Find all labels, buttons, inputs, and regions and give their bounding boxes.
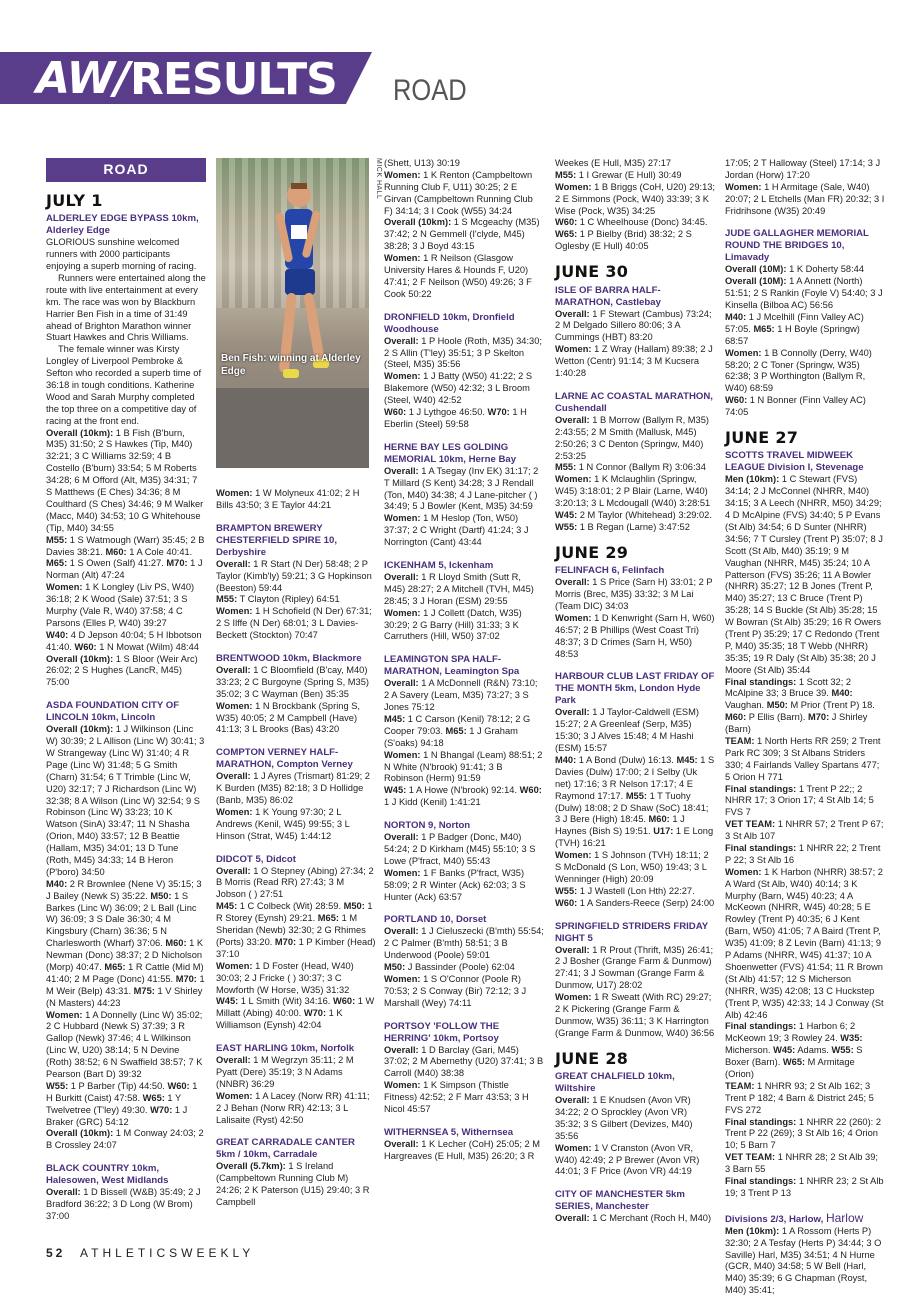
result-line: Women: 1 W Molyneux 41:02; 2 H Bills 43:50; 3 E Taylor 44:21 <box>216 488 360 510</box>
event-heading: BRAMPTON BREWERY CHESTERFIELD SPIRE 10, Derbyshire <box>216 522 338 558</box>
result-line: 17:05; 2 T Halloway (Steel) 17:14; 3 J Jordan (Horw) 17:20 <box>725 158 881 180</box>
result-line: Overall (5.7km): 1 S Ireland (Campbeltown Running Club M) 24:26; 2 K Paterson (U15) 29:40; 3 R Campbell <box>216 1161 370 1208</box>
result-line: W40: 4 D Jepson 40:04; 5 H Ibbotson 41:40. W60: 1 N Mowat (Wilm) 48:44 <box>46 629 202 652</box>
event-heading: DRONFIELD 10km, Dronfield Woodhouse <box>384 311 515 335</box>
result-line: Final standings: 1 Harbon 6; 2 McKeown 19; 3 Rowley 24. W35: Micherson. W45: Adams. W55: S Boxer (Barn). W65: M Armitage (Orion) <box>725 1021 863 1079</box>
event-heading: BLACK COUNTRY 10km, Halesowen, West Midlands <box>46 1163 169 1187</box>
event-heading: COMPTON VERNEY HALF-MARATHON, Compton Verney <box>216 747 353 771</box>
result-line: Overall: 1 F Stewart (Cambus) 73:24; 2 M Delgado Sillero 80:06; 3 A Cummings (HBT) 83:20 <box>555 308 712 343</box>
aw-logo: AW/ <box>36 53 130 104</box>
date-heading: JULY 1 <box>46 190 103 210</box>
result-line: Overall: 1 D Bissell (W&B) 35:49; 2 J Bradford 36:22; 3 D Long (W Brom) 37:00 <box>46 1187 201 1221</box>
result-line: Overall: 1 D Barclay (Gari, M45) 37:02; 2 M Abernethy (U20) 37:41; 3 B Carroll (M40) 38:38 <box>384 1044 544 1079</box>
result-line: Overall: 1 R Start (N Der) 58:48; 2 P Taylor (Kimb'ly) 59:21; 3 G Hopkinson (Beeston) 59:44 <box>216 558 372 593</box>
report-paragraph: The female winner was Kirsty Longley of Liverpool Pembroke & Sefton who recorded a superb time of 36:18 in tough conditions. Katherine Wood and Sarah Murphy completed the top three on a competitive day of racing at the front end. <box>46 344 202 426</box>
result-line: Overall: 1 B Morrow (Ballym R, M35) 2:43:55; 2 M Smith (Mallusk, M45) 2:50:26; 3 C Denton (Springw, M40) 2:53:25 <box>555 414 709 461</box>
result-line: Women: 1 K Simpson (Thistle Fitness) 42:52; 2 F Marr 43:53; 3 H Nicol 45:57 <box>384 1080 529 1115</box>
result-line: Men (10km): 1 C Stewart (FVS) 34:14; 2 J McConnel (NHRR, M40) 34:15; 3 A Leech (NHRR, M50) 34:29; 4 D McAlpine (FVS) 34:40; 5 P Evans (St Alb) 34:54; 6 D Sunter (NHRR) 34:56; 7 T Cursley (Trent P) 35:07; 8 J Scott (St Alb, M40) 35:19; 9 M Vaughan (NHRR, M45) 35:24; 10 A Patterson (FVS) 35:26; 11 A Bowler (NHRR) 35:27; 12 B Jones (Trent P, M40) 35:27; 13 C Bruce (Trent P) 35:28; 14 S Buckle (St Alb) 35:28; 15 W Bowran (St Alb) 35:29; 16 R Owers (Trent P) 35:29; 17 C Redondo (Trent P, M40) 35:35; 18 T Webb (NHRR) 35:35; 19 R Daly (St Alb) 35:38; 20 J Moore (St Alb) 35:44 <box>725 474 883 675</box>
event-heading: ALDERLEY EDGE BYPASS 10km, Alderley Edge <box>46 213 199 237</box>
event-heading: NORTON 9, Norton <box>384 820 471 832</box>
report-paragraph: Runners were entertained along the route with live entertainment at every km. The race was won by Blackburn Harrier Ben Fish in a time of 31:49 ahead of Brighton Marathon winner Stuart Hawkes and Chris Williams. <box>46 273 206 343</box>
photo-caption: Ben Fish: winning at Alderley Edge <box>221 353 361 377</box>
result-line: VET TEAM: 1 NHRR 28; 2 St Alb 39; 3 Barn 55 <box>725 1152 878 1175</box>
date-heading: JUNE 27 <box>725 427 799 447</box>
result-line: M45: 1 C Colbeck (Wit) 28:59. M50: 1 R Storey (Eynsh) 29:21. M65: 1 M Sheridan (Newb) 32:30; 2 G Rhimes (Ports) 33:20. M70: 1 P Kimber (Head) 37:10 <box>216 901 376 959</box>
runner-photo <box>216 158 369 468</box>
result-line: Overall: 1 A Tsegay (Inv EK) 31:17; 2 T Millard (S Kent) 34:28; 3 J Rendall (Ton, M40) 34:38; 4 J Lane-pitcher ( ) 34:49; 5 J Bowler (Kent, M35) 34:59 <box>384 465 539 512</box>
event-heading: GREAT CARRADALE CANTER 5km / 10km, Carradale <box>216 1137 355 1161</box>
result-line: Women: 1 V Cranston (Avon VR, W40) 42:49; 2 P Brewer (Avon VR) 44:01; 3 F Price (Avon VR) 44:19 <box>555 1142 700 1177</box>
result-line: M40: 1 A Bond (Dulw) 16:13. M45: 1 S Davies (Dulw) 17:00; 2 I Selby (Uk net) 17:16; 3 R Nelson 17:17; 4 E Raymond 17:17. M55: 1 T Tuohy (Dulw) 18:08; 2 D Shaw (SoC) 18:41; 3 J Bere (High) 18:45. M60: 1 J Haynes (Bish S) 19:51. U17: 1 E Long (TVH) 16:21 <box>555 754 715 849</box>
result-line: Women: 1 J Batty (W50) 41:22; 2 S Blakemore (W50) 42:32; 3 L Broom (Steel, W40) 42:52 <box>384 371 533 406</box>
event-heading: ASDA FOUNDATION CITY OF LINCOLN 10km, Lincoln <box>46 700 180 724</box>
result-line: Women: 1 M Heslop (Ton, W50) 37:37; 2 C Wright (Dartf) 41:24; 3 J Norrington (Cant) 43:44 <box>384 513 529 548</box>
result-line: Overall: 1 M Wegrzyn 35:11; 2 M Pyatt (Dere) 35:19; 3 N Adams (NNBR) 36:29 <box>216 1055 354 1089</box>
result-line: Women: 1 K Harbon (NHRR) 38:57; 2 A Ward (St Alb, W40) 40:14; 3 K Murphy (Barn, W45) 40:23; 4 A McKeown (NHRR, W45) 40:28; 5 E Rowley (Trent P) 40:35; 6 J Kent (Barn, W50) 41:05; 7 A Baird (Trent P, W35) 41:09; 8 Z Levin (Barn) 41:13; 9 P Adams (NHRR, W45) 41:37; 10 A Shoenwetter (FVS) 41:54; 11 R Brown (St Alb) 41:57; 12 S Micherson (NHRR, W35) 42:08; 13 C Huckstep (Trent P, W35) 42:33; 14 J Conway (St Alb) 42:46 <box>725 866 884 1020</box>
results-column-5 <box>725 158 885 1296</box>
result-line: W60: 1 C Wheelhouse (Donc) 34:45. W65: 1 P Bielby (Brid) 38:32; 2 S Oglesby (E Hull) 40:05 <box>555 217 708 252</box>
event-heading: JUDE GALLAGHER MEMORIAL ROUND THE BRIDGES 10, Limavady <box>725 228 869 264</box>
event-heading: GREAT CHALFIELD 10km, Wiltshire <box>555 1071 675 1095</box>
result-line: Women: 1 K Renton (Campbeltown Running Club F, U11) 30:25; 2 E Girvan (Campbeltown Running Club F) 34:14; 3 I Cook (W55) 34:24 <box>384 169 533 216</box>
result-line: (Shett, U13) 30:19 <box>384 158 460 168</box>
event-heading: DIDCOT 5, Didcot <box>216 853 296 865</box>
event-heading: SPRINGFIELD STRIDERS FRIDAY NIGHT 5 <box>555 920 708 944</box>
result-line: Overall: 1 A McDonnell (R&N) 73:10; 2 A Savery (Leam, M35) 73:27; 3 S Jones 75:12 <box>384 678 538 713</box>
result-line: Overall: 1 R Lloyd Smith (Sutt R, M45) 28:27; 2 A Mitchell (TVH, M45) 28:45; 3 J Horan (ESM) 29:55 <box>384 571 534 606</box>
result-line: Women: 1 B Briggs (CoH, U20) 29:13; 2 E Simmons (Pock, W40) 33:39; 3 K Wise (Pock, W35) 34:25 <box>555 181 715 216</box>
result-line: Overall (10km): 1 B Fish (B'burn, M35) 31:50; 2 S Hawkes (Tip, M40) 32:21; 3 C Williams 32:59; 4 B Costello (B'burn) 33:54; 5 M Roberts 34:28; 6 M Offord (Alt, M35) 34:31; 7 S Matthews (E Ches) 34:36; 8 M Coulthard (S Ches) 34:46; 9 M Walker (Macc, M40) 34:53; 10 G Whitehouse (Tip, M40) 34:55 <box>46 427 204 533</box>
event-heading: EAST HARLING 10km, Norfolk <box>216 1043 355 1055</box>
result-line: TEAM: 1 NHRR 93; 2 St Alb 162; 3 Trent P 182; 4 Barn & District 245; 5 FVS 272 <box>725 1080 874 1115</box>
date-heading: JUNE 28 <box>555 1048 629 1068</box>
result-line: Women: 1 Z Wray (Hallam) 89:38; 2 J Wetton (Centr) 91:14; 3 M Kucsera 1:40:28 <box>555 344 713 379</box>
result-line: Women: 1 K Young 97:30; 2 L Andrews (Kenil, W45) 99:55; 3 L Hinson (Strat, W45) 1:44:12 <box>216 806 350 841</box>
section-title: ROAD <box>393 74 467 107</box>
result-line: W45: 1 A Howe (N'brook) 92:14. W60: 1 J Kidd (Kenil) 1:41:21 <box>384 785 542 808</box>
results-column-4 <box>555 158 715 1238</box>
result-line: Overall: 1 K Lecher (CoH) 25:05; 2 M Hargreaves (E Hull, M35) 26:20; 3 R <box>384 1138 541 1161</box>
result-line: Women: 1 D Foster (Head, W40) 30:03; 2 J Fricke ( ) 30:37; 3 C Mowforth (W Horse, W35) 31:32 <box>216 960 354 995</box>
result-line: M40: 2 R Brownlee (Nene V) 35:15; 3 J Bailey (Newk S) 35:22. M50: 1 S Barkes (Linc W) 36:09; 2 L Ball (Linc W) 36:09; 3 S Dale 36:30; 4 M Kingsbury (Charn) 36:36; 5 N Charlesworth (Wharf) 37:06. M60: 1 K Newman (Donc) 38:37; 2 D Nicholson (Morp) 40:47. M65: 1 R Cattle (Mid M) 41:40; 2 M Page (Donc) 41:55. M70: 1 M Weir (Belp) 43:31. M75: 1 V Shirley (N Masters) 44:23 <box>46 878 205 1008</box>
result-line: Women: 1 R Neilson (Glasgow University Hares & Hounds F, U20) 47:41; 2 F Neilson (W50) 49:26; 3 F Cook 50:22 <box>384 253 532 299</box>
result-line: Final standings: 1 Trent P 22;; 2 NHRR 17; 3 Orion 17; 4 St Alb 14; 5 FVS 7 <box>725 783 874 818</box>
result-line: Overall: 1 J Taylor-Caldwell (ESM) 15:27; 2 A Greenleaf (Serp, M35) 15:30; 3 J Alves 15:48; 4 M Hashi (ESM) 15:57 <box>555 707 699 754</box>
event-heading: LARNE AC COASTAL MARATHON, Cushendall <box>555 390 713 414</box>
result-line: Final standings: 1 NHRR 22; 2 Trent P 22; 3 St Alb 16 <box>725 843 881 865</box>
result-line: Overall: 1 J Cieluszecki (B'mth) 55:54; 2 C Palmer (B'mth) 58:51; 3 B Underwood (Poole) 59:01 <box>384 926 544 961</box>
result-line: Overall: 1 S Price (Sarn H) 33:01; 2 P Morris (Brec, M35) 33:32; 3 M Lai (Team DIC) 34:03 <box>555 577 713 612</box>
result-line: M50: J Bassinder (Poole) 62:04 <box>384 962 515 973</box>
result-line: Women: 1 A Donnelly (Linc W) 35:02; 2 C Hubbard (Newk S) 37:39; 3 R Gallop (Newk) 37:46; 4 L Wilkinson (Linc W, U20) 38:14; 5 N Devine (Roth) 38:52; 6 N Swaffield 38:57; 7 K Pearson (Bart D) 39:32 <box>46 1009 203 1079</box>
page-header <box>0 52 915 107</box>
event-heading <box>725 1211 885 1226</box>
event-heading: HERNE BAY LES GOLDING MEMORIAL 10km, Herne Bay <box>384 441 517 465</box>
result-line: Women: 1 F Banks (P'fract, W35) 58:09; 2 R Winter (Ack) 62:03; 3 S Hunter (Ack) 63:57 <box>384 867 526 902</box>
result-line: Overall: 1 C Merchant (Roch H, M40) <box>555 1213 712 1224</box>
event-heading: FELINFACH 6, Felinfach <box>555 565 665 577</box>
result-line: Overall: 1 O Stepney (Abing) 27:34; 2 B Morris (Read RR) 27:43; 3 M Jobson ( ) 27:51 <box>216 865 374 900</box>
result-line: Women: 1 S O'Connor (Poole R) 70:53; 2 S Conway (Bir) 72:12; 3 J Marshall (Wey) 74:11 <box>384 973 527 1008</box>
result-line: Overall: 1 C Bloomfield (B'cay, M40) 33:23; 2 C Burgoyne (Spring S, M35) 35:02; 3 C Wayman (Ben) 35:35 <box>216 664 369 699</box>
result-line: W55: 1 J Wastell (Lon Hth) 22:27. W60: 1 A Sanders-Reece (Serp) 24:00 <box>555 885 715 908</box>
result-line: VET TEAM: 1 NHRR 57; 2 Trent P 67; 3 St Alb 107 <box>725 819 884 842</box>
results-title: RESULTS <box>130 54 337 105</box>
result-line: Overall: 1 P Hoole (Roth, M35) 34:30; 2 S Allin (T'ley) 35:51; 3 P Skelton (Steel, M35) 35:56 <box>384 335 542 370</box>
result-line: TEAM: 1 North Herts RR 259; 2 Trent Park RC 309; 3 St Albans Striders 330; 4 Fairlands Valley Spartans 477; 5 Orion H 771 <box>725 736 881 782</box>
result-line: Women: 1 H Schofield (N Der) 67:31; 2 S Ilffe (N Der) 68:01; 3 L Davies-Beckett (Stockton) 70:47 <box>216 606 372 641</box>
runner-figure <box>261 173 331 453</box>
results-column-1 <box>46 158 206 1238</box>
result-line: Overall (10km): 1 M Conway 24:03; 2 B Crossley 24:07 <box>46 1128 204 1151</box>
result-line: Women: 1 R Sweatt (With RC) 29:27; 2 K Pickering (Grange Farm & Dunmow, W35) 36:11; 3 K Harrington (Grange Farm & Dunmow, W40) 36:56 <box>555 992 715 1038</box>
event-heading: CITY OF MANCHESTER 5km SERIES, Manchester <box>555 1189 685 1213</box>
result-line: W60: 1 J Lythgoe 46:50. W70: 1 H Eberlin (Steel) 59:58 <box>384 407 527 429</box>
result-line: M55: 1 N Connor (Ballym R) 3:06:34 <box>555 462 706 473</box>
result-line: Final standings: 1 Scott 32; 2 McAlpine 33; 3 Bruce 39. M40: Vaughan. M50: M Prior (Trent P) 18. M60: P Ellis (Barn). M70: J Shirley (Barn) <box>725 676 875 735</box>
date-heading: JUNE 29 <box>555 542 629 562</box>
result-line: Women: 1 N Bhangal (Leam) 88:51; 2 N White (N'brook) 91:41; 3 B Robinson (Herm) 91:59 <box>384 749 543 784</box>
result-line: Overall: 1 J Ayres (Trismart) 81:29; 2 K Burden (M35) 82:18; 3 D Hollidge (Banb, M35) 86:02 <box>216 771 370 806</box>
event-heading: PORTLAND 10, Dorset <box>384 914 487 926</box>
result-line: W45: 2 M Taylor (Whitehead) 3:29:02. W55: 1 B Regan (Larne) 3:47:52 <box>555 510 712 532</box>
event-heading: LEAMINGTON SPA HALF-MARATHON, Leamington Spa <box>384 654 520 678</box>
result-line: Final standings: 1 NHRR 22 (260): 2 Trent P 22 (269); 3 St Alb 16; 4 Orion 10; 5 Barn 7 <box>725 1116 882 1151</box>
result-line: Women: 1 N Brockbank (Spring S, W35) 40:05; 2 M Campbell (Have) 41:13; 3 L Brooks (Bas) 43:20 <box>216 700 360 735</box>
event-heading: BRENTWOOD 10km, Blackmore <box>216 652 362 664</box>
result-line: Men (10km): 1 A Rossom (Herts P) 32:30; 2 A Tesfay (Herts P) 34:44; 3 O Saville) Harl, M35) 34:51; 4 N Hurne (GCR, M40) 34:58; 5 W Bell (Harl, M40) 35:39; 6 G Chapman (Royst, M40) 35:41; <box>725 1225 882 1296</box>
magazine-name: ATHLETICSWEEKLY <box>80 1246 255 1260</box>
road-banner: ROAD <box>46 158 206 182</box>
result-line: W60: 1 N Bonner (Finn Valley AC) 74:05 <box>725 395 866 418</box>
result-line: Women: 1 H Armitage (Sale, W40) 20:07; 2 L Etchells (Man FR) 20:32; 3 I Fridrihsone (W35) 20:49 <box>725 181 885 216</box>
event-heading: HARBOUR CLUB LAST FRIDAY OF THE MONTH 5km, London Hyde Park <box>555 671 715 707</box>
event-heading-text: Divisions 2/3, Harlow, <box>725 1213 824 1225</box>
event-heading: ICKENHAM 5, Ickenham <box>384 559 494 571</box>
result-line: Women: 1 A Lacey (Norw RR) 41:11; 2 J Behan (Norw RR) 42:13; 3 L Lalisaite (Ryst) 42:50 <box>216 1090 370 1125</box>
date-heading: JUNE 30 <box>555 262 629 282</box>
event-heading-location: Harlow <box>825 1210 864 1225</box>
result-line: Overall (10km): 1 J Wilkinson (Linc W) 30:39; 2 L Allison (Linc W) 30:41; 3 W Strangeway (Linc W) 31:40; 4 R Page (Linc W) 31:48; 5 G Smith (Charn) 31:54; 6 T Trimble (Linc W, U20) 32:17; 7 J Richardson (Linc W) 32:38; 8 A Wilson (Linc W) 32:54; 9 S Robinson (Linc W) 33:23; 10 K Watson (SinA) 33:47; 11 N Shasha (Orion, M40) 33:57; 12 B Beattie (Hallam, M35) 34:01; 13 D Tune (Roth, M45) 34:33; 14 B Heron (P'boro) 34:50 <box>46 724 205 877</box>
result-line: M55: T Clayton (Ripley) 64:51 <box>216 594 340 605</box>
page-footer <box>46 1246 254 1260</box>
result-line: Final standings: 1 NHRR 23; 2 St Alb 19; 3 Trent P 13 <box>725 1175 884 1198</box>
event-heading: ISLE OF BARRA HALF-MARATHON, Castlebay <box>555 284 661 308</box>
result-line: Women: 1 D Kenwright (Sarn H, W60) 46:57; 2 B Phillips (West Coast Tri) 48:37; 3 D Crimes (Sarn H, W50) 48:53 <box>555 612 715 659</box>
result-line: Weekes (E Hull, M35) 27:17 <box>555 158 672 168</box>
photo-credit: MICK HALL <box>375 158 382 200</box>
result-line: M55: 1 I Grewar (E Hull) 30:49 <box>555 169 682 180</box>
result-line: Women: 1 S Johnson (TVH) 18:11; 2 S McDonald (S Lon, W50) 19:43; 3 L Wenninger (High) 20:09 <box>555 850 709 884</box>
result-line: Overall (10M): 1 A Annett (North) 51:51; 2 S Rankin (Foyle V) 54:40; 3 J Kinsella (Bilboa AC) 56:56 <box>725 276 883 311</box>
report-paragraph: GLORIOUS sunshine welcomed runners with 2000 participants enjoying a superb morning of racing. <box>46 237 197 272</box>
result-line: Overall (10km): 1 S Mcgeachy (M35) 37:42; 2 N Gemmell (I'clyde, M45) 38:28; 3 J Boyd 43:15 <box>384 217 540 252</box>
result-line: Overall: 1 E Knudsen (Avon VR) 34:22; 2 O Sprockley (Avon VR) 35:32; 3 S Gilbert (Devizes, M40) 35:56 <box>555 1095 693 1141</box>
results-column-3 <box>384 158 544 1238</box>
event-heading: SCOTTS TRAVEL MIDWEEK LEAGUE Division I, Stevenage <box>725 450 864 474</box>
result-line: Overall: 1 R Prout (Thrift, M35) 26:41; 2 J Bosher (Grange Farm & Dunmow) 27:41; 3 J Sowman (Grange Farm & Dunmow, U17) 28:02 <box>555 944 714 991</box>
result-line: Women: 1 J Collett (Datch, W35) 30:29; 2 G Barry (Hill) 31:33; 3 K Carruthers (Hill, W50) 37:02 <box>384 607 522 642</box>
result-line: Women: 1 K Mclaughlin (Springw, W45) 3:18:01; 2 P Blair (Larne, W40) 3:20:13; 3 L Mcdougall (W40) 3:28:51 <box>555 474 711 509</box>
result-line: Overall (10km): 1 S Bloor (Weir Arc) 26:02; 2 S Hughes (LancR, M45) 75:00 <box>46 653 198 688</box>
result-line: Women: 1 K Longley (Liv PS, W40) 36:18; 2 K Wood (Sale) 37:51; 3 S Murphy (Vale R, W40) 37:58; 4 C Parsons (Elles P, W40) 39:27 <box>46 582 195 628</box>
results-column-2 <box>216 488 376 1238</box>
result-line: M40: 1 J Mcelhill (Finn Valley AC) 57:05. M65: 1 H Boyle (Springw) 68:57 <box>725 311 864 346</box>
event-heading: PORTSOY 'FOLLOW THE HERRING' 10km, Portsoy <box>384 1020 500 1044</box>
event-heading: WITHERNSEA 5, Withernsea <box>384 1126 514 1138</box>
result-line: W55: 1 P Barber (Tip) 44:50. W60: 1 H Burkitt (Caist) 47:58. W65: 1 Y Twelvetree (T'ley) 49:30. W70: 1 J Braker (GRC) 54:12 <box>46 1080 198 1127</box>
result-line: M55: 1 S Watmough (Warr) 35:45; 2 B Davies 38:21. M60: 1 A Cole 40:41. M65: 1 S Owen (Salf) 41:27. M70: 1 J Norman (Alt) 47:24 <box>46 534 205 581</box>
result-line: Overall (10M): 1 K Doherty 58:44 <box>725 264 865 275</box>
result-line: M45: 1 C Carson (Kenil) 78:12; 2 G Cooper 79:03. M65: 1 J Graham (S'oaks) 94:18 <box>384 713 531 748</box>
page-number: 52 <box>46 1246 66 1260</box>
result-line: Overall: 1 P Badger (Donc, M40) 54:24; 2 D Kirkham (M45) 55:10; 3 S Lowe (P'fract, M40) 55:43 <box>384 832 536 866</box>
result-line: W45: 1 L Smith (Wit) 34:16. W60: 1 W Millatt (Abing) 40:00. W70: 1 K Williamson (Eynsh) 42:04 <box>216 996 375 1031</box>
result-line: Women: 1 B Connolly (Derry, W40) 58:20; 2 C Toner (Springw, W35) 62:38; 3 P Worthington (Ballym R, W40) 68:59 <box>725 347 872 394</box>
